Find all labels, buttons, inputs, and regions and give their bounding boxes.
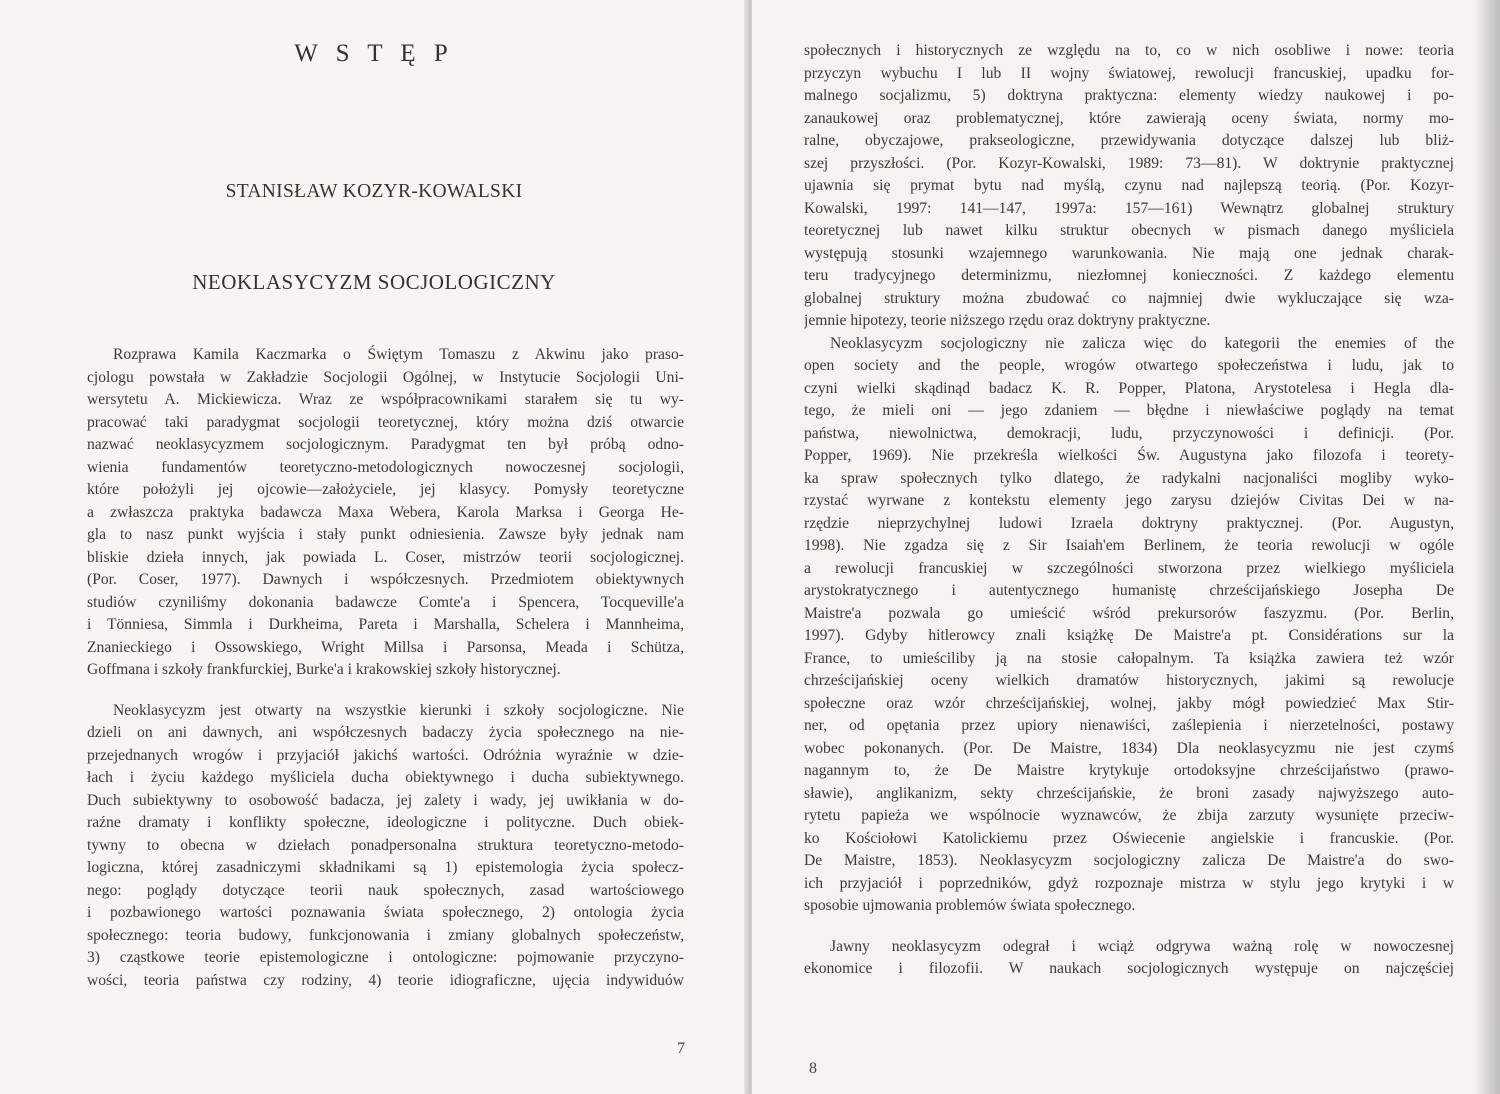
page-number-right: 8 xyxy=(809,1060,817,1077)
text-line: nazwać neoklasycyzmem socjologicznym. Paradygmat ten był próbą odno- xyxy=(87,436,684,453)
text-line: Kowalski, 1997: 141—147, 1997a: 157—161) Wewnątrz globalnej struktury xyxy=(804,199,1454,217)
left-page xyxy=(0,0,748,1094)
text-line: szej przyszłości. (Por. Kozyr-Kowalski, 1989: 73—81). W doktrynie praktycznej xyxy=(804,154,1454,172)
text-line: a zwłaszcza praktyka badawcza Maxa Webera, Karola Marksa i Georga He- xyxy=(87,503,684,521)
text-line: Neoklasycyzm socjologiczny nie zalicza więc do kategorii the enemies of the xyxy=(830,334,1454,352)
text-line: cjologu powstała w Zakładzie Socjologii Ogólnej, w Instytucie Socjologii Uni- xyxy=(87,368,684,386)
right-page xyxy=(752,0,1500,1094)
text-line: które położyli jej ojcowie—założyciele, jej klasycy. Pomysły teoretyczne xyxy=(87,481,684,498)
text-line: wienia fundamentów teoretyczno-metodologicznych nowoczesnej socjologii, xyxy=(87,458,684,476)
text-line: ner, od opętania przez upiory nienawiści, zaślepienia i nierzetelności, postawy xyxy=(804,717,1454,734)
text-line: Popper, 1969). Nie przekreśla wielkości Św. Augustyna jako filozofa i teorety- xyxy=(804,447,1454,464)
text-line: jemnie hipotezy, teorie niższego rzędu oraz doktryny praktyczne. xyxy=(804,312,1211,329)
text-line: Rozprawa Kamila Kaczmarka o Świętym Tomaszu z Akwinu jako praso- xyxy=(113,346,684,363)
text-line: czyni wielki skądinąd badacz K. R. Popper, Platona, Arystotelesa i Hegla dla- xyxy=(804,379,1454,397)
text-line: Goffmana i szkoły frankfurckiej, Burke'a i krakowskiej szkoły historycznej. xyxy=(87,661,561,678)
text-line: państwa, niewolnictwa, demokracji, ludu, przyczynowości i definicji. (Por. xyxy=(804,424,1454,442)
text-line: ekonomice i filozofii. W naukach socjologicznych występuje on najczęściej xyxy=(804,960,1454,977)
text-line: Neoklasycyzm jest otwarty na wszystkie kierunki i szkoły socjologiczne. Nie xyxy=(113,701,684,719)
text-line: wersytetu A. Mickiewicza. Wraz ze współpracownikami starałem się tu wy- xyxy=(87,391,684,408)
text-line: występują stosunki wzajemnego warunkowania. Nie mają one jednak charak- xyxy=(804,244,1454,262)
text-line: tywny to obecna w dziełach ponadpersonalna struktura teoretyczno-metodo- xyxy=(87,836,684,854)
text-line: studiów czyniliśmy dokonania badawcze Comte'a i Spencera, Tocqueville'a xyxy=(87,593,684,611)
page-number-left: 7 xyxy=(677,1040,685,1057)
text-line: zanaukowej oraz problematycznej, które zawierają oceny świata, normy mo- xyxy=(804,109,1454,127)
text-line: sposobie ujmowania problemów świata społecznego. xyxy=(804,897,1136,914)
text-line: bliskie dzieła innych, jak powiada L. Coser, mistrzów teorii socjologicznej. xyxy=(87,548,684,566)
text-line: ka spraw społecznych tylko dlatego, że radykalni nacjonaliści mogliby wyko- xyxy=(804,469,1454,487)
text-line: teoretycznej lub nawet kilku struktur obecnych w pismach danego myśliciela xyxy=(804,222,1454,239)
text-line: ko Kościołowi Katolickiemu przez Oświecenie angielskie i francuskie. (Por. xyxy=(804,829,1454,847)
text-line: teru tradycyjnego determinizmu, niezłomnej konieczności. Z każdego elementu xyxy=(804,267,1454,284)
text-line: i pozbawionego wartości poznawania świata społecznego, 2) ontologia życia xyxy=(87,904,684,921)
text-line: ujawnia się prymat bytu nad myślą, czynu nad najlepszą teorią. (Por. Kozyr- xyxy=(804,177,1454,194)
text-line: logiczna, której zasadniczymi składnikami są 1) epistemologia życia społecz- xyxy=(87,859,684,876)
text-line: przyczyn wybuchu I lub II wojny światowej, rewolucji francuskiej, upadku for- xyxy=(804,64,1454,82)
text-line: przejednanych wrogów i przyjaciół jakichś wartości. Odróżnia wyraźnie w dzie- xyxy=(87,746,684,764)
text-line: Znanieckiego i Ossowskiego, Wright Millsa i Parsonsa, Meada i Schütza, xyxy=(87,638,684,656)
text-line: społecznych i historycznych ze względu na to, co w nich osobliwe i nowe: teoria xyxy=(804,42,1454,59)
text-line: raźne dramaty i konflikty społeczne, ideologiczne i polityczne. Duch obiek- xyxy=(87,814,684,831)
text-line: Duch subiektywny to osobowość badacza, jej zalety i wady, jej uwikłania w do- xyxy=(87,791,684,809)
text-line: globalnej struktury można zbudować co najmniej dwie wykluczające się wza- xyxy=(804,289,1454,307)
text-line: dzieli on ani dawnych, ani współczesnych badaczy życia społecznego na nie- xyxy=(87,724,684,741)
text-line: open society and the people, wrogów otwartego społeczeństwa i ludu, jak to xyxy=(804,357,1454,374)
text-line: rzędzie nieprzychylnej ludowi Izraela doktryny praktycznej. (Por. Augustyn, xyxy=(804,514,1454,532)
text-line: rytetu papieża we wspólnocie wyznawców, że zbija zarzuty wysunięte przeciw- xyxy=(804,807,1454,824)
chapter-heading: W S T Ę P xyxy=(294,40,454,67)
text-line: sławie), anglikanizm, sekty chrześcijańskie, że broni zasady najwyższego auto- xyxy=(804,784,1454,802)
text-line: chrześcijańskiej oceny wielkich dramatów historycznych, jakimi są rewolucje xyxy=(804,672,1454,689)
text-line: Jawny neoklasycyzm odegrał i wciąż odgrywa ważną rolę w nowoczesnej xyxy=(830,937,1454,955)
text-line: społecznego: teoria budowy, funkcjonowania i zmiany globalnych społeczeństw, xyxy=(87,926,684,944)
text-line: 1998). Nie zgadza się z Sir Isaiah'em Berlinem, że teoria rewolucji w ogóle xyxy=(804,537,1454,554)
right-body-text xyxy=(804,40,1454,981)
text-line: 1997). Gdyby hitlerowcy znali książkę De Maistre'a pt. Considérations sur la xyxy=(804,627,1454,644)
text-line: gla to nasz punkt wyjścia i stały punkt odniesienia. Zawsze były jednak nam xyxy=(87,526,684,543)
left-body-text xyxy=(87,344,684,992)
text-line: nagannym to, że De Maistre krytykuje ortodoksyjne chrześcijaństwo (prawo- xyxy=(804,762,1454,779)
article-title: NEOKLASYCYZM SOCJOLOGICZNY xyxy=(192,270,556,294)
text-line: łach i życiu każdego myśliciela ducha obiektywnego i ducha subiektywnego. xyxy=(87,769,684,786)
text-line: wobec pokonanych. (Por. De Maistre, 1834) Dla neoklasycyzmu nie jest czymś xyxy=(804,739,1454,757)
text-line: 3) cząstkowe teorie epistemologiczne i ontologiczne: pojmowanie przyczyno- xyxy=(87,949,684,966)
author-name: STANISŁAW KOZYR-KOWALSKI xyxy=(225,181,523,202)
text-line: ralne, obyczajowe, prakseologiczne, przewidywania dotyczące dalszej lub bliż- xyxy=(804,132,1454,149)
text-line: tego, że mieli oni — jego zdaniem — błędne i niewłaściwe poglądy na temat xyxy=(804,402,1454,419)
text-line: France, to umieściliby ją na stosie całopalnym. Ta książka zawiera też wzór xyxy=(804,649,1454,667)
text-line: wości, teoria państwa czy rodziny, 4) teorie idiograficzne, ujęcia indywiduów xyxy=(87,971,684,989)
text-line: społeczne oraz wzór chrześcijańskiej, wolnej, jakby mógł powiedzieć Max Stir- xyxy=(804,694,1454,712)
text-line: nego: poglądy dotyczące teorii nauk społecznych, zasad wartościowego xyxy=(87,881,684,899)
text-line: rzystać wyrwane z kontekstu elementy jego zarysu dziejów Civitas Dei w na- xyxy=(804,492,1454,509)
text-line: a rewolucji francuskiej w szczególności stworzona przez wielkiego myśliciela xyxy=(804,559,1454,577)
text-line: i Tönniesa, Simmla i Durkheima, Pareta i Marshalla, Schelera i Mannheima, xyxy=(87,616,684,633)
text-line: malnego socjalizmu, 5) doktryna praktyczna: elementy wiedzy naukowej i po- xyxy=(804,87,1454,104)
text-line: ich przyjaciół i poprzedników, gdyż rozpoznaje mistrza w stylu jego krytyki i w xyxy=(804,874,1454,892)
text-line: pracować taki paradygmat socjologii teoretycznej, który można dziś otwarcie xyxy=(87,413,684,431)
page-edge-shadow xyxy=(1474,0,1500,1094)
text-line: arystokratycznego i autentycznego humanistę chrześcijańskiego Josepha De xyxy=(804,582,1454,599)
text-line: (Por. Coser, 1977). Dawnych i współczesnych. Przedmiotem obiektywnych xyxy=(87,571,684,588)
text-line: De Maistre, 1853). Neoklasycyzm socjologiczny zalicza De Maistre'a do swo- xyxy=(804,852,1454,869)
text-line: Maistre'a pozwala go umieścić wśród prekursorów faszyzmu. (Por. Berlin, xyxy=(804,604,1454,622)
